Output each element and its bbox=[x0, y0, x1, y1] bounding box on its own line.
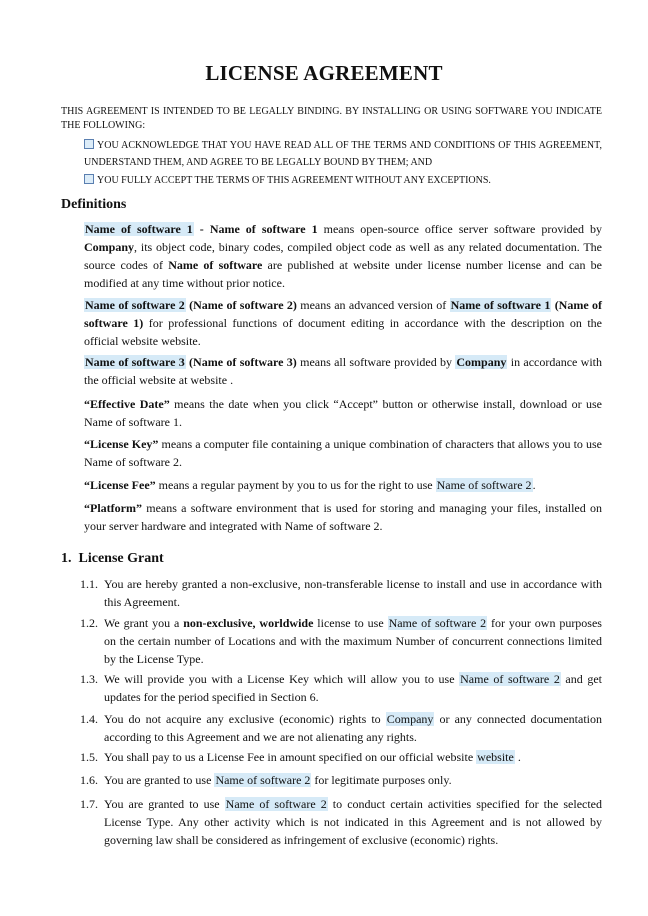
intro-paragraph: THIS AGREEMENT IS INTENDED TO BE LEGALLY BINDING. BY INSTALLING OR USING SOFTWARE YOU INDICATE THE FOLLOWING: bbox=[61, 106, 602, 131]
text: means an advanced version of bbox=[296, 298, 450, 312]
checkbox-acknowledge[interactable] bbox=[84, 139, 94, 149]
field-software-2[interactable]: Name of software 2 bbox=[460, 672, 560, 686]
clause-number: 1.7. bbox=[80, 797, 98, 811]
text: for legitimate purposes only. bbox=[311, 773, 452, 787]
text: means a computer file containing a unique combination of characters that allows you to use Name of software 2. bbox=[84, 437, 602, 469]
text: You are granted to use bbox=[104, 773, 215, 787]
clause-text bbox=[104, 795, 602, 849]
definition-software-3 bbox=[84, 353, 602, 389]
term-software-1: (Name of software 1) bbox=[84, 298, 603, 330]
definition-license-fee bbox=[84, 476, 602, 494]
term-license-fee: “License Fee” bbox=[84, 478, 156, 492]
clause-number: 1.2. bbox=[80, 616, 98, 630]
clause-number: 1.5. bbox=[80, 750, 98, 764]
field-software-1[interactable]: Name of software 1 bbox=[85, 222, 193, 236]
text: You shall pay to us a License Fee in amount specified on our official website bbox=[104, 750, 477, 764]
clause-text: You are hereby granted a non-exclusive, non-transferable license to install and use in accordance with this Agreement. bbox=[104, 577, 602, 609]
definition-platform bbox=[84, 499, 602, 535]
text: for professional functions of document editing in accordance with the description on the official website website. bbox=[84, 316, 602, 348]
section-number: 1. bbox=[61, 551, 72, 566]
checkbox-accept[interactable] bbox=[84, 174, 94, 184]
definition-license-key bbox=[84, 435, 602, 471]
field-company[interactable]: Company bbox=[386, 712, 434, 726]
clause-number: 1.3. bbox=[80, 672, 98, 686]
clause-number: 1.4. bbox=[80, 712, 98, 726]
field-company[interactable]: Company bbox=[456, 355, 507, 369]
clause-text bbox=[104, 710, 602, 746]
field-software-2[interactable]: Name of software 2 bbox=[436, 478, 532, 492]
clause-1-4 bbox=[80, 710, 602, 746]
field-website[interactable]: website bbox=[477, 750, 514, 764]
field-software-1[interactable]: Name of software 1 bbox=[450, 298, 551, 312]
term-software-3: (Name of software 3) bbox=[185, 355, 297, 369]
text: or any connected documentation according to this Agreement and we are not alienating any rights. bbox=[104, 712, 603, 744]
clause-1-7 bbox=[80, 795, 602, 849]
term-software-1: Name of software 1 bbox=[209, 222, 318, 236]
clause-1-3 bbox=[80, 670, 602, 706]
term-effective-date: “Effective Date” bbox=[84, 397, 170, 411]
section-title: License Grant bbox=[78, 551, 164, 566]
field-software-2[interactable]: Name of software 2 bbox=[225, 797, 327, 811]
text: for your own purposes on the certain number of Locations and with the maximum Number of concurrent connections limited by the License Type. bbox=[104, 616, 602, 666]
clause-text bbox=[104, 614, 602, 668]
text: means the date when you click “Accept” button or otherwise install, download or use Name of software 1. bbox=[84, 397, 602, 429]
definition-effective-date bbox=[84, 395, 602, 431]
text: We will provide you with a License Key which will allow you to use bbox=[104, 672, 460, 686]
text: means open-source office server software provided by bbox=[317, 222, 603, 236]
dash: - bbox=[193, 222, 210, 236]
document-title: LICENSE AGREEMENT bbox=[205, 61, 443, 85]
field-software-3[interactable]: Name of software 3 bbox=[85, 355, 185, 369]
text: and get updates for the period specified in Section 6. bbox=[104, 672, 602, 704]
accept-text: YOU FULLY ACCEPT THE TERMS OF THIS AGREEMENT WITHOUT ANY EXCEPTIONS. bbox=[97, 175, 491, 186]
clause-number: 1.6. bbox=[80, 773, 98, 787]
text: We grant you a bbox=[104, 616, 184, 630]
acknowledge-item bbox=[84, 137, 602, 171]
field-software-2[interactable]: Name of software 2 bbox=[215, 773, 311, 787]
accept-item bbox=[84, 172, 602, 189]
clause-1-6 bbox=[80, 771, 602, 789]
term-platform: “Platform” bbox=[84, 501, 142, 515]
clause-text bbox=[104, 771, 602, 789]
field-software-2[interactable]: Name of software 2 bbox=[85, 298, 185, 312]
text: You are granted to use bbox=[104, 797, 225, 811]
clause-1-1 bbox=[80, 575, 602, 611]
acknowledge-text: YOU ACKNOWLEDGE THAT YOU HAVE READ ALL OF THE TERMS AND CONDITIONS OF THIS AGREEMENT, UNDERSTAND THEM, AND AGREE TO BE LEGALLY BOUND BY THEM; AND bbox=[84, 140, 602, 168]
bold-text: non-exclusive, worldwide bbox=[183, 616, 314, 630]
text: to conduct certain activities specified for the selected License Type. Any other activity which is not indicated in this Agreement and is not allowed by governing law shall be considered as infringement of exclusive (economic) rights. bbox=[104, 797, 603, 847]
text: license to use bbox=[313, 616, 388, 630]
text: You do not acquire any exclusive (economic) rights to bbox=[104, 712, 386, 726]
term-software-2: (Name of software 2) bbox=[185, 298, 297, 312]
clause-text bbox=[104, 670, 602, 706]
text: are published at website under license number license and can be modified at any time without prior notice. bbox=[84, 258, 603, 290]
clause-number: 1.1. bbox=[80, 577, 98, 591]
term-license-key: “License Key” bbox=[84, 437, 159, 451]
text: . bbox=[532, 478, 536, 492]
clause-text bbox=[104, 748, 602, 766]
section-1-heading bbox=[61, 551, 164, 567]
term-company: Company bbox=[84, 240, 135, 254]
field-software-2[interactable]: Name of software 2 bbox=[388, 616, 487, 630]
definition-software-2 bbox=[84, 296, 602, 350]
text: , its object code, binary codes, compiled object code as well as any related documentation. The source codes of bbox=[84, 240, 602, 272]
text: means a regular payment by you to us for the right to use bbox=[155, 478, 436, 492]
definition-software-1 bbox=[84, 220, 602, 292]
text: means all software provided by bbox=[296, 355, 456, 369]
clause-1-5 bbox=[80, 748, 602, 766]
clause-1-2 bbox=[80, 614, 602, 668]
text: in accordance with the official website at website . bbox=[84, 355, 603, 387]
definitions-heading: Definitions bbox=[61, 197, 127, 212]
text: means a software environment that is used for storing and managing your files, installed on your server hardware and integrated with Name of software 2. bbox=[84, 501, 602, 533]
text: . bbox=[514, 750, 521, 764]
term-software: Name of software bbox=[168, 258, 263, 272]
